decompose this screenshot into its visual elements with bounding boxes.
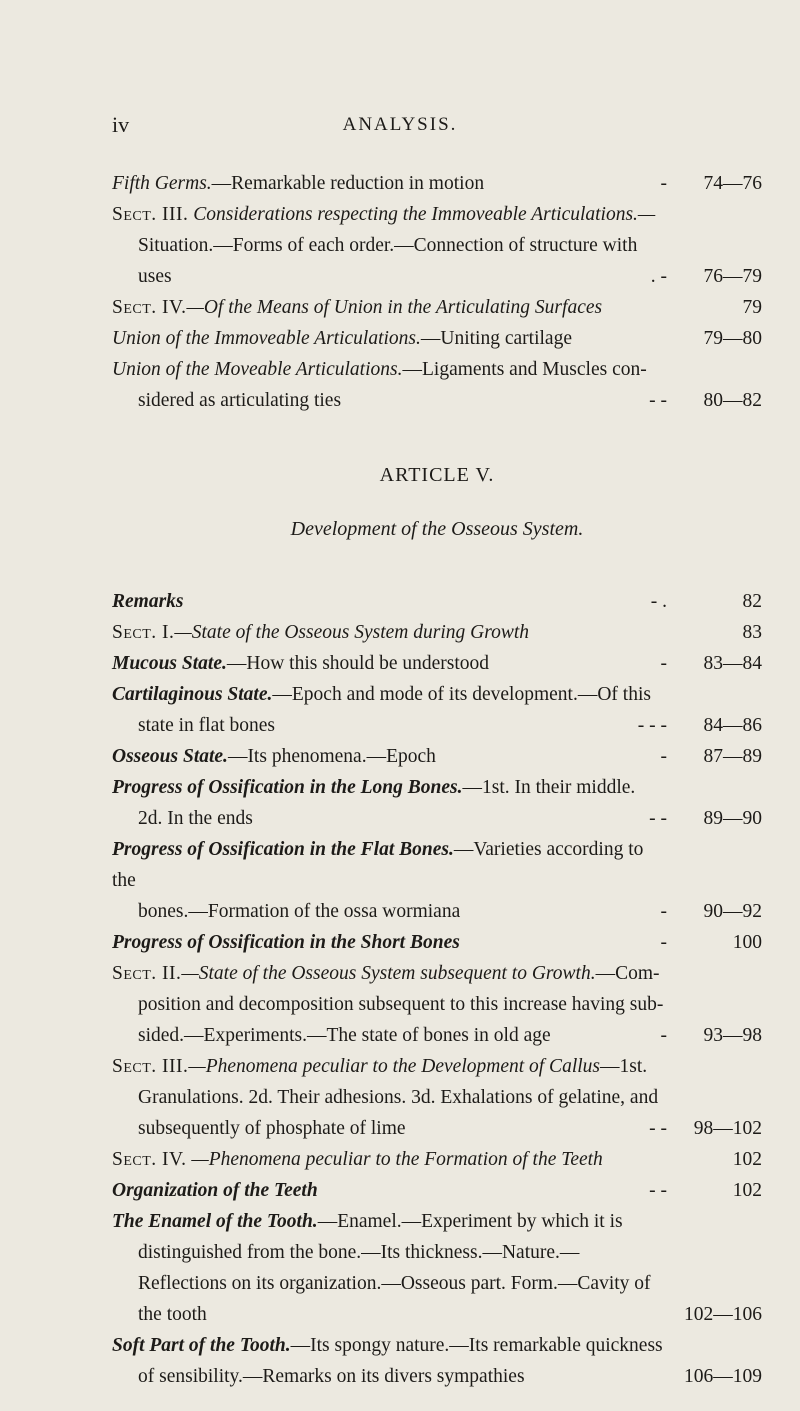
toc-entry [112, 1206, 762, 1330]
page-range: 80—82 [703, 390, 762, 411]
toc-entry [112, 354, 762, 416]
leader-dashes: - - [649, 1118, 667, 1139]
entry-heading: Progress of Ossification in the Flat Bones. [112, 839, 454, 860]
entry-heading: Mucous State. [112, 653, 227, 674]
toc-entry [112, 958, 762, 1051]
leader-dashes: - [660, 932, 667, 953]
toc-entry [112, 617, 762, 648]
entry-heading: Sect. II. [112, 963, 182, 984]
toc-entry [112, 1330, 762, 1392]
entry-heading: Fifth Germs. [112, 173, 212, 194]
entry-text: —Varieties according to the [112, 839, 644, 891]
entry-first-line [112, 1175, 667, 1206]
entry-continuation: bones.—Formation of the ossa wormiana [138, 901, 461, 922]
page-number: iv [112, 112, 130, 137]
entry-heading: Progress of Ossification in the Short Bones [112, 932, 460, 953]
entry-continuation: 2d. In the ends [138, 808, 253, 829]
entry-text: —1st. [600, 1056, 648, 1077]
entry-heading: Union of the Immoveable Articulations. [112, 328, 421, 349]
page-range: 82 [742, 591, 762, 612]
table-of-contents [112, 168, 762, 1392]
entry-heading: Soft Part of the Tooth. [112, 1335, 291, 1356]
leader-dashes: - [660, 653, 667, 674]
toc-entry [112, 1175, 762, 1206]
entry-first-line [112, 617, 667, 648]
page-range: 102 [732, 1149, 762, 1170]
entry-text: —Enamel.—Experiment by which it is [317, 1211, 623, 1232]
leader-dashes: - - [649, 390, 667, 411]
toc-entry [112, 679, 762, 741]
entry-continuation: sidered as articulating ties [138, 390, 342, 411]
entry-heading: Sect. III. [112, 1056, 189, 1077]
entry-heading: The Enamel of the Tooth. [112, 1211, 318, 1232]
entry-first-line [112, 586, 667, 617]
entry-heading-title: —Phenomena peculiar to the Development of Callus [188, 1056, 600, 1077]
toc-entry [112, 1051, 762, 1144]
page-range: 87—89 [703, 746, 762, 767]
entry-heading: Sect. III. [112, 204, 189, 225]
entry-heading: Cartilaginous State. [112, 684, 273, 705]
page-range: 76—79 [703, 266, 762, 287]
entry-continuation: Granulations. 2d. Their adhesions. 3d. Exhalations of gelatine, and subsequently of phosphate of lime [138, 1087, 659, 1139]
entry-text: —Its spongy nature.—Its remarkable quickness [290, 1335, 663, 1356]
entry-heading: Sect. I. [112, 622, 175, 643]
entry-text: —Uniting cartilage [420, 328, 572, 349]
toc-entry [112, 168, 762, 199]
entry-heading: Remarks [112, 591, 184, 612]
toc-entry [112, 323, 762, 354]
entry-text: —Com- [595, 963, 660, 984]
toc-entry [112, 834, 762, 927]
entry-first-line [112, 648, 667, 679]
entry-continuation: of sensibility.—Remarks on its divers sympathies [138, 1366, 525, 1387]
page-range: 106—109 [684, 1366, 762, 1387]
leader-dashes: - . [650, 591, 667, 612]
entry-first-line [112, 772, 667, 803]
article-subtitle: Development of the Osseous System. [290, 518, 584, 540]
page-range: 102 [732, 1180, 762, 1201]
page-range: 83—84 [703, 653, 762, 674]
entry-first-line [112, 168, 667, 199]
entry-first-line [112, 1330, 667, 1361]
toc-entry [112, 741, 762, 772]
entry-heading-title: —State of the Osseous System during Growth [174, 622, 530, 643]
leader-dashes: - - [649, 808, 667, 829]
entry-heading: Sect. IV. [112, 297, 187, 318]
entry-heading-title: —State of the Osseous System subsequent to Growth. [181, 963, 596, 984]
leader-dashes: - [660, 173, 667, 194]
page-range: 90—92 [703, 901, 762, 922]
entry-continuation: position and decomposition subsequent to this increase having sub- sided.—Experiments.—The state of bones in old age [138, 994, 664, 1046]
page-range: 79 [742, 297, 762, 318]
article-title: ARTICLE V. [379, 464, 495, 486]
toc-entry [112, 648, 762, 679]
toc-entry [112, 292, 762, 323]
page-range: 83 [742, 622, 762, 643]
entry-continuation: Situation.—Forms of each order.—Connection of structure with uses [138, 235, 638, 287]
entry-text: —Epoch and mode of its development.—Of this [272, 684, 651, 705]
entry-heading: Progress of Ossification in the Long Bones. [112, 777, 463, 798]
leader-dashes: - - - [637, 715, 667, 736]
entries-top [112, 168, 762, 416]
entry-text: —Its phenomena.—Epoch [227, 746, 436, 767]
entry-heading-title: Considerations respecting the Immoveable Articulations.— [188, 204, 656, 225]
entry-first-line [112, 958, 667, 989]
toc-entry [112, 772, 762, 834]
page-range: 89—90 [703, 808, 762, 829]
toc-entry [112, 199, 762, 292]
entry-text: —How this should be understood [226, 653, 490, 674]
page-range: 102—106 [684, 1304, 762, 1325]
page-range: 74—76 [703, 173, 762, 194]
page-range: 84—86 [703, 715, 762, 736]
entry-first-line [112, 292, 667, 323]
entry-heading: Organization of the Teeth [112, 1180, 318, 1201]
entry-heading: Osseous State. [112, 746, 228, 767]
entry-heading: Union of the Moveable Articulations. [112, 359, 403, 380]
entries-main [112, 586, 762, 1392]
entry-first-line [112, 679, 667, 710]
entry-continuation: distinguished from the bone.—Its thickness.—Nature.—Reflections on its organization.—Osseous part. Form.—Cavity of the tooth [138, 1242, 651, 1325]
toc-entry [112, 586, 762, 617]
leader-dashes: - [660, 901, 667, 922]
page-header [0, 112, 800, 142]
entry-text: —Remarkable reduction in motion [211, 173, 485, 194]
entry-first-line [112, 741, 667, 772]
toc-entry [112, 927, 762, 958]
entry-first-line [112, 927, 667, 958]
entry-continuation: state in flat bones [138, 715, 276, 736]
leader-dashes: - - [649, 1180, 667, 1201]
entry-heading: Sect. IV. [112, 1149, 187, 1170]
entry-heading-title: —Phenomena peculiar to the Formation of the Teeth [186, 1149, 603, 1170]
leader-dashes: . - [650, 266, 667, 287]
entry-text: —Ligaments and Muscles con- [402, 359, 647, 380]
page-range: 100 [732, 932, 762, 953]
page-range: 98—102 [693, 1118, 762, 1139]
toc-entry [112, 1144, 762, 1175]
entry-first-line [112, 834, 667, 896]
entry-first-line [112, 323, 667, 354]
entry-first-line [112, 1051, 667, 1082]
page-range: 93—98 [703, 1025, 762, 1046]
page-range: 79—80 [703, 328, 762, 349]
entry-first-line [112, 1206, 667, 1237]
entry-first-line [112, 354, 667, 385]
running-head: ANALYSIS. [342, 114, 458, 135]
leader-dashes: - [660, 746, 667, 767]
entry-first-line [112, 1144, 667, 1175]
leader-dashes: - [660, 1025, 667, 1046]
entry-first-line [112, 199, 667, 230]
spacer [112, 544, 762, 586]
entry-heading-title: —Of the Means of Union in the Articulating Surfaces [186, 297, 603, 318]
entry-text: —1st. In their middle. [462, 777, 636, 798]
